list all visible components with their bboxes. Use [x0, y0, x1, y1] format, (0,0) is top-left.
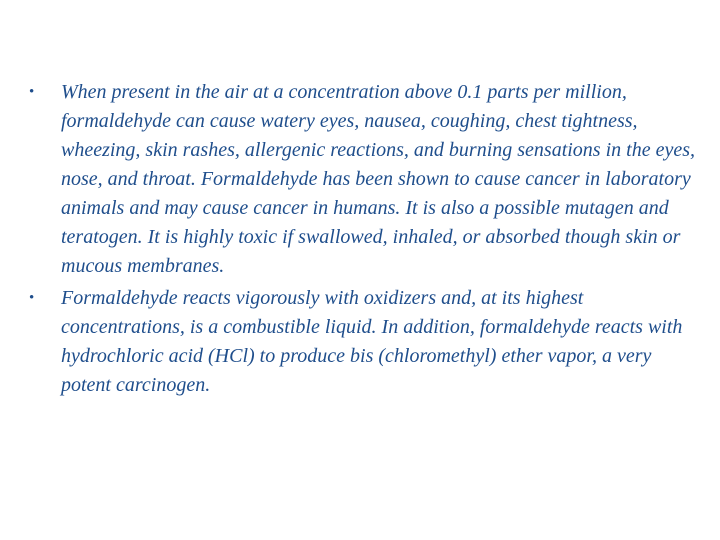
bullet-item-reactivity — [28, 284, 700, 400]
bullet-item-health-effects — [28, 78, 700, 281]
bullet-text: When present in the air at a concentration above 0.1 parts per million, formaldehyde can cause watery eyes, nausea, coughing, chest tightness, wheezing, skin rashes, allergenic reactions, and burning sensations in the eyes, nose, and throat. Formaldehyde has been shown to cause cancer in laboratory animals and may cause cancer in humans. It is also a possible mutagen and teratogen. It is highly toxic if swallowed, inhaled, or absorbed though skin or mucous membranes. — [61, 81, 695, 277]
bullet-marker: • — [29, 84, 35, 100]
bullet-list — [28, 78, 700, 403]
bullet-marker: • — [29, 290, 35, 306]
bullet-text: Formaldehyde reacts vigorously with oxidizers and, at its highest concentrations, is a combustible liquid. In addition, formaldehyde reacts with hydrochloric acid (HCl) to produce bis (chloromethyl) ether vapor, a very potent carcinogen. — [61, 287, 683, 396]
